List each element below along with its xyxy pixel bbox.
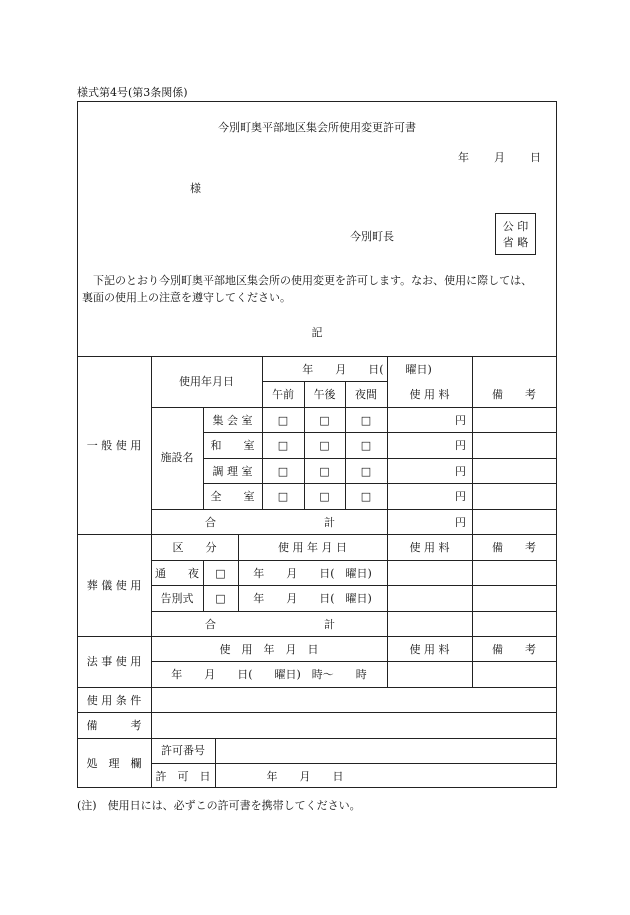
document-title: 今別町奥平部地区集会所使用変更許可書 <box>218 121 416 134</box>
room-all: 全 室 <box>210 490 255 503</box>
funeral-section-label: 葬 儀 使 用 <box>86 579 142 592</box>
period-pm: 午後 <box>313 388 336 401</box>
col-room-divider <box>262 356 263 509</box>
room-meeting: 集 会 室 <box>212 414 253 427</box>
checkbox-japanese-pm[interactable]: □ <box>319 439 330 452</box>
body-text-line-2: 裏面の使用上の注意を遵守してください。 <box>82 291 291 304</box>
fee-yen-kitchen: 円 <box>455 465 466 478</box>
footnote: (注) 使用日には、必ずこの許可書を携帯してください。 <box>77 799 361 812</box>
period-am: 午前 <box>272 388 294 401</box>
conditions-bottom-line <box>77 712 557 713</box>
funeral-row-line <box>151 585 557 586</box>
general-bottom-line <box>77 534 557 535</box>
fee-yen-total: 円 <box>455 516 466 529</box>
checkbox-all-am[interactable]: □ <box>277 490 289 503</box>
frame-bottom <box>77 787 557 788</box>
table-top-line <box>77 356 557 357</box>
permit-date-label: 許 可 日 <box>155 770 211 783</box>
funeral-row-line-2 <box>151 611 557 612</box>
checkbox-kitchen-pm[interactable]: □ <box>319 465 330 478</box>
permit-number-label: 許可番号 <box>161 744 205 757</box>
funeral-ceremony-date: 年 月 日( 曜日) <box>253 592 372 605</box>
recipient-suffix: 様 <box>190 182 201 195</box>
frame-right <box>556 101 557 788</box>
room-kitchen: 調 理 室 <box>212 465 253 478</box>
memorial-bottom-line <box>77 687 557 688</box>
ki-label: 記 <box>311 326 323 339</box>
frame-top <box>77 101 557 102</box>
facility-label: 施設名 <box>160 451 194 464</box>
funeral-fee-label: 使 用 料 <box>409 541 450 554</box>
funeral-header-line <box>151 560 557 561</box>
checkbox-all-night[interactable]: □ <box>360 490 372 503</box>
room-japanese: 和 室 <box>210 439 255 452</box>
seal-line-2: 省 略 <box>502 236 529 249</box>
funeral-total-label-2: 計 <box>324 618 335 631</box>
memorial-fee-label: 使 用 料 <box>409 643 450 656</box>
checkbox-all-pm[interactable]: □ <box>319 490 330 503</box>
checkbox-kitchen-am[interactable]: □ <box>277 465 289 478</box>
checkbox-meeting-pm[interactable]: □ <box>319 414 330 427</box>
room-line-3 <box>203 483 557 484</box>
general-date-header: 年 月 日( 曜日) <box>302 363 432 376</box>
checkbox-ceremony[interactable]: □ <box>215 592 226 605</box>
remarks-bottom-line <box>77 738 557 739</box>
conditions-label: 使 用 条 件 <box>86 694 142 707</box>
processing-mid-line <box>151 763 557 764</box>
fee-yen-meeting: 円 <box>455 414 466 427</box>
body-text-line-1: 下記のとおり今別町奥平部地区集会所の使用変更を許可します。なお、使用に際しては、 <box>93 274 533 287</box>
checkbox-kitchen-night[interactable]: □ <box>360 465 372 478</box>
general-header-line <box>151 407 557 408</box>
memorial-remarks-label: 備 考 <box>492 643 536 656</box>
general-total-label-1: 合 <box>205 516 216 529</box>
checkbox-wake[interactable]: □ <box>215 567 226 580</box>
processing-section-label: 処 理 欄 <box>86 757 142 770</box>
funeral-remarks-label: 備 考 <box>492 541 536 554</box>
room-line-1 <box>203 432 557 433</box>
room-line-2 <box>203 458 557 459</box>
funeral-use-date-label: 使 用 年 月 日 <box>278 541 347 554</box>
memorial-header-line <box>151 661 557 662</box>
general-fee-label: 使 用 料 <box>409 388 450 401</box>
period-night: 夜間 <box>355 388 377 401</box>
funeral-total-label-1: 合 <box>205 618 216 631</box>
checkbox-japanese-am[interactable]: □ <box>277 439 289 452</box>
funeral-bottom-line <box>77 636 557 637</box>
date-month: 月 <box>494 151 505 164</box>
memorial-use-date-label: 使 用 年 月 日 <box>219 643 319 656</box>
permit-date-value: 年 月 日 <box>266 770 344 783</box>
funeral-ceremony-label: 告別式 <box>160 592 194 605</box>
funeral-wake-label: 通 夜 <box>155 567 199 580</box>
checkbox-japanese-night[interactable]: □ <box>360 439 372 452</box>
remarks-label: 備 考 <box>86 719 142 732</box>
funeral-wake-date: 年 月 日( 曜日) <box>253 567 372 580</box>
room-line-4 <box>151 509 557 510</box>
seal-line-1: 公 印 <box>502 220 529 233</box>
checkbox-meeting-am[interactable]: □ <box>277 414 289 427</box>
fee-yen-all: 円 <box>455 490 466 503</box>
general-section-label: 一 般 使 用 <box>86 439 142 452</box>
funeral-category-label: 区 分 <box>172 541 217 554</box>
general-total-label-2: 計 <box>324 516 335 529</box>
fee-yen-japanese: 円 <box>455 439 466 452</box>
memorial-section-label: 法 事 使 用 <box>86 655 142 668</box>
form-number: 様式第4号(第3条関係) <box>77 86 188 99</box>
date-year: 年 <box>458 151 469 164</box>
date-day: 日 <box>530 151 541 164</box>
memorial-date-line: 年 月 日( 曜日) 時〜 時 <box>171 668 367 681</box>
general-date-subline <box>262 381 387 382</box>
issuer: 今別町長 <box>350 230 394 243</box>
general-use-date-label: 使用年月日 <box>179 375 234 388</box>
general-remarks-label: 備 考 <box>492 388 536 401</box>
seal-box <box>495 213 536 255</box>
col-remarks-divider <box>472 356 473 687</box>
checkbox-meeting-night[interactable]: □ <box>360 414 372 427</box>
